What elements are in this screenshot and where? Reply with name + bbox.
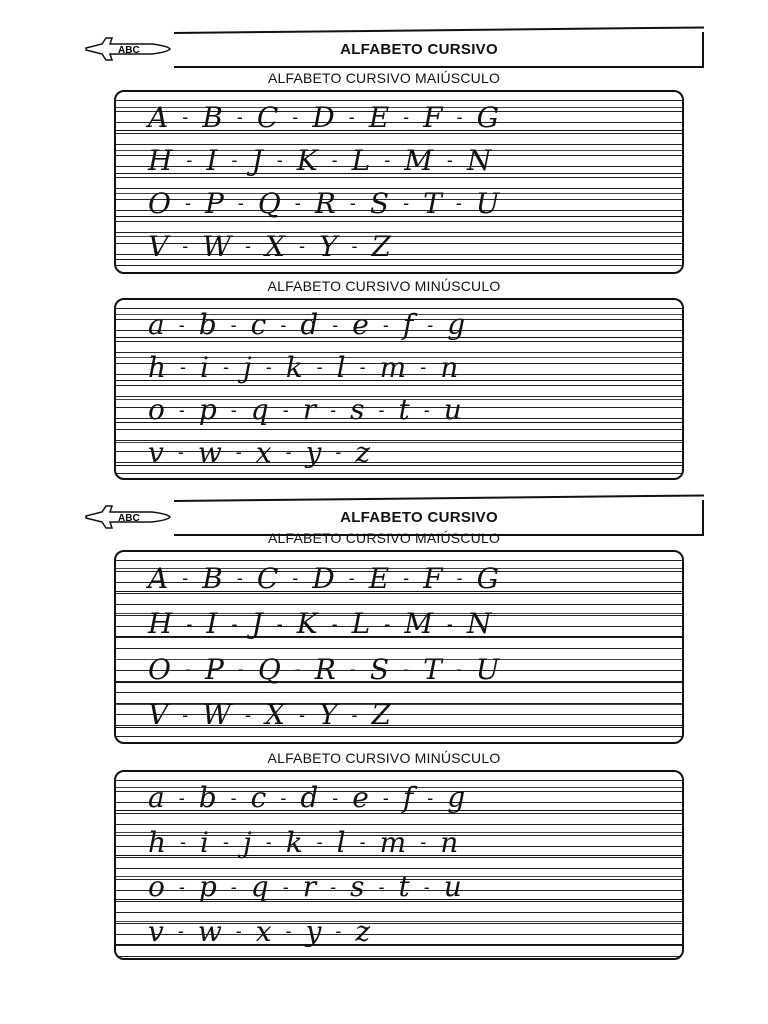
separator-dash: - — [359, 357, 366, 378]
separator-dash: - — [349, 659, 356, 680]
worksheet-1 — [0, 20, 768, 500]
separator-dash: - — [384, 613, 391, 634]
separator-dash: - — [180, 832, 187, 853]
separator-dash: - — [184, 193, 191, 213]
letter-row — [116, 607, 682, 641]
uppercase-rows — [116, 556, 682, 738]
separator-dash: - — [349, 193, 356, 213]
cursive-letter: o — [148, 393, 165, 427]
cursive-letter: h — [148, 350, 167, 384]
separator-dash: - — [236, 107, 243, 127]
cursive-letter: S — [369, 186, 390, 220]
cursive-letter: z — [355, 914, 371, 948]
lowercase-rows — [116, 304, 682, 474]
separator-dash: - — [182, 568, 189, 589]
cursive-letter: d — [300, 781, 319, 815]
separator-dash: - — [180, 357, 187, 378]
separator-dash: - — [403, 107, 410, 127]
cursive-letter: c — [250, 781, 267, 815]
separator-dash: - — [184, 659, 191, 680]
cursive-letter: B — [202, 561, 223, 595]
separator-dash: - — [237, 193, 244, 213]
cursive-letter: Z — [371, 229, 391, 263]
abc-airplane-logo — [82, 34, 174, 64]
cursive-letter: A — [148, 561, 169, 595]
cursive-letter: H — [148, 607, 173, 641]
cursive-letter: V — [148, 229, 169, 263]
cursive-letter: d — [300, 308, 319, 342]
separator-dash: - — [420, 357, 427, 378]
uppercase-letter-box — [114, 90, 684, 274]
cursive-letter: C — [256, 100, 279, 134]
lowercase-section-title: ALFABETO CURSIVO MINÚSCULO — [267, 278, 501, 294]
cursive-letter: a — [148, 781, 165, 815]
cursive-letter: N — [466, 143, 492, 177]
cursive-letter: X — [265, 698, 285, 732]
cursive-letter: T — [423, 186, 442, 220]
cursive-letter: e — [352, 781, 369, 815]
cursive-letter: E — [368, 561, 390, 595]
cursive-letter: e — [352, 308, 369, 342]
lowercase-section-title: ALFABETO CURSIVO MINÚSCULO — [267, 750, 501, 766]
cursive-letter: k — [285, 350, 303, 384]
separator-dash: - — [280, 314, 287, 335]
lowercase-rows — [116, 776, 682, 954]
cursive-letter: H — [148, 143, 173, 177]
separator-dash: - — [231, 150, 238, 170]
cursive-letter: p — [198, 393, 217, 427]
letter-row — [116, 436, 682, 470]
separator-dash: - — [455, 659, 462, 680]
separator-dash: - — [330, 399, 337, 420]
separator-dash: - — [403, 568, 410, 589]
separator-dash: - — [182, 236, 189, 256]
cursive-letter: r — [302, 393, 317, 427]
separator-dash: - — [331, 613, 338, 634]
cursive-letter: g — [447, 308, 466, 342]
separator-dash: - — [285, 442, 292, 463]
letter-row — [116, 101, 682, 135]
separator-dash: - — [230, 876, 237, 897]
cursive-letter: U — [475, 186, 500, 220]
cursive-letter: K — [296, 143, 318, 177]
cursive-letter: I — [206, 143, 218, 177]
letter-row — [116, 351, 682, 385]
title-banner — [82, 30, 712, 70]
separator-dash: - — [331, 150, 338, 170]
cursive-letter: g — [447, 781, 466, 815]
cursive-letter: v — [148, 435, 164, 469]
worksheet-2 — [0, 488, 768, 968]
cursive-letter: Y — [318, 698, 338, 732]
letter-row — [116, 393, 682, 427]
page-title: ALFABETO CURSIVO — [340, 509, 498, 526]
cursive-letter: M — [404, 143, 433, 177]
logo-text: ABC — [118, 45, 140, 56]
cursive-letter: S — [369, 652, 390, 686]
cursive-letter: h — [148, 825, 167, 859]
cursive-letter: o — [148, 870, 165, 904]
cursive-letter: C — [256, 561, 279, 595]
cursive-letter: R — [314, 186, 336, 220]
letter-row — [116, 562, 682, 596]
separator-dash: - — [455, 193, 462, 213]
cursive-letter: k — [285, 825, 303, 859]
letter-row — [116, 915, 682, 949]
cursive-letter: D — [312, 100, 335, 134]
separator-dash: - — [351, 704, 358, 725]
lowercase-letter-box — [114, 770, 684, 960]
cursive-letter: F — [423, 561, 443, 595]
separator-dash: - — [298, 704, 305, 725]
cursive-letter: O — [148, 186, 171, 220]
separator-dash: - — [237, 659, 244, 680]
separator-dash: - — [276, 150, 283, 170]
cursive-letter: R — [314, 652, 336, 686]
uppercase-letter-box — [114, 550, 684, 744]
cursive-letter: s — [350, 393, 365, 427]
cursive-letter: O — [148, 652, 171, 686]
cursive-letter: q — [250, 870, 269, 904]
separator-dash: - — [359, 832, 366, 853]
separator-dash: - — [186, 613, 193, 634]
cursive-letter: j — [243, 825, 252, 859]
cursive-letter: q — [250, 393, 269, 427]
cursive-letter: J — [251, 607, 263, 641]
cursive-letter: G — [476, 561, 499, 595]
separator-dash: - — [282, 399, 289, 420]
separator-dash: - — [403, 193, 410, 213]
separator-dash: - — [316, 357, 323, 378]
cursive-letter: w — [197, 435, 222, 469]
logo-text: ABC — [118, 513, 140, 524]
separator-dash: - — [420, 832, 427, 853]
separator-dash: - — [378, 876, 385, 897]
cursive-letter: m — [379, 825, 407, 859]
cursive-letter: s — [350, 870, 365, 904]
page-title: ALFABETO CURSIVO — [340, 41, 498, 58]
cursive-letter: U — [475, 652, 500, 686]
separator-dash: - — [265, 832, 272, 853]
cursive-letter: Q — [257, 652, 281, 686]
separator-dash: - — [378, 399, 385, 420]
cursive-letter: f — [402, 781, 414, 815]
separator-dash: - — [384, 150, 391, 170]
separator-dash: - — [316, 832, 323, 853]
cursive-letter: u — [443, 393, 462, 427]
cursive-letter: I — [206, 607, 218, 641]
separator-dash: - — [294, 193, 301, 213]
separator-dash: - — [348, 568, 355, 589]
cursive-letter: A — [148, 100, 169, 134]
separator-dash: - — [348, 107, 355, 127]
cursive-letter: p — [198, 870, 217, 904]
letter-row — [116, 826, 682, 860]
letter-row — [116, 698, 682, 732]
separator-dash: - — [382, 787, 389, 808]
uppercase-section-title: ALFABETO CURSIVO MAIÚSCULO — [267, 70, 501, 86]
separator-dash: - — [332, 314, 339, 335]
separator-dash: - — [178, 787, 185, 808]
separator-dash: - — [282, 876, 289, 897]
separator-dash: - — [292, 568, 299, 589]
cursive-letter: T — [423, 652, 442, 686]
separator-dash: - — [427, 314, 434, 335]
cursive-letter: b — [198, 308, 217, 342]
separator-dash: - — [285, 921, 292, 942]
letter-row — [116, 187, 682, 221]
separator-dash: - — [294, 659, 301, 680]
cursive-letter: Q — [257, 186, 281, 220]
separator-dash: - — [276, 613, 283, 634]
abc-airplane-logo — [82, 502, 174, 532]
letter-row — [116, 870, 682, 904]
separator-dash: - — [177, 442, 184, 463]
separator-dash: - — [178, 399, 185, 420]
cursive-letter: v — [148, 914, 164, 948]
cursive-letter: x — [255, 914, 272, 948]
cursive-letter: x — [255, 435, 272, 469]
separator-dash: - — [335, 442, 342, 463]
uppercase-rows — [116, 96, 682, 268]
cursive-letter: l — [336, 825, 346, 859]
cursive-letter: G — [476, 100, 499, 134]
separator-dash: - — [182, 107, 189, 127]
separator-dash: - — [177, 921, 184, 942]
cursive-letter: N — [466, 607, 492, 641]
cursive-letter: r — [302, 870, 317, 904]
separator-dash: - — [456, 568, 463, 589]
separator-dash: - — [265, 357, 272, 378]
separator-dash: - — [223, 832, 230, 853]
separator-dash: - — [236, 568, 243, 589]
cursive-letter: m — [379, 350, 407, 384]
separator-dash: - — [280, 787, 287, 808]
separator-dash: - — [332, 787, 339, 808]
cursive-letter: t — [398, 870, 410, 904]
cursive-letter: E — [368, 100, 390, 134]
cursive-letter: V — [148, 698, 169, 732]
separator-dash: - — [245, 704, 252, 725]
cursive-letter: z — [355, 435, 371, 469]
lowercase-letter-box — [114, 298, 684, 480]
separator-dash: - — [230, 314, 237, 335]
separator-dash: - — [231, 613, 238, 634]
separator-dash: - — [245, 236, 252, 256]
letter-row — [116, 308, 682, 342]
separator-dash: - — [335, 921, 342, 942]
separator-dash: - — [230, 787, 237, 808]
separator-dash: - — [292, 107, 299, 127]
separator-dash: - — [186, 150, 193, 170]
separator-dash: - — [298, 236, 305, 256]
separator-dash: - — [178, 314, 185, 335]
letter-row — [116, 144, 682, 178]
separator-dash: - — [178, 876, 185, 897]
cursive-letter: W — [202, 698, 232, 732]
cursive-letter: F — [423, 100, 443, 134]
separator-dash: - — [403, 659, 410, 680]
separator-dash: - — [423, 399, 430, 420]
cursive-letter: J — [251, 143, 263, 177]
cursive-letter: i — [200, 350, 210, 384]
separator-dash: - — [446, 150, 453, 170]
cursive-letter: L — [351, 143, 371, 177]
cursive-letter: n — [440, 350, 459, 384]
cursive-letter: a — [148, 308, 165, 342]
cursive-letter: L — [351, 607, 371, 641]
cursive-letter: D — [312, 561, 335, 595]
cursive-letter: Y — [318, 229, 338, 263]
separator-dash: - — [423, 876, 430, 897]
letter-row — [116, 230, 682, 264]
cursive-letter: y — [305, 435, 322, 469]
separator-dash: - — [182, 704, 189, 725]
cursive-letter: P — [204, 186, 224, 220]
cursive-letter: y — [305, 914, 322, 948]
cursive-letter: t — [398, 393, 410, 427]
separator-dash: - — [351, 236, 358, 256]
separator-dash: - — [235, 442, 242, 463]
letter-row — [116, 653, 682, 687]
cursive-letter: W — [202, 229, 232, 263]
separator-dash: - — [330, 876, 337, 897]
separator-dash: - — [446, 613, 453, 634]
separator-dash: - — [382, 314, 389, 335]
cursive-letter: u — [443, 870, 462, 904]
cursive-letter: i — [200, 825, 210, 859]
banner-strip — [174, 32, 704, 68]
cursive-letter: c — [250, 308, 267, 342]
uppercase-section-title: ALFABETO CURSIVO MAIÚSCULO — [267, 530, 501, 546]
letter-row — [116, 781, 682, 815]
separator-dash: - — [456, 107, 463, 127]
cursive-letter: f — [402, 308, 414, 342]
cursive-letter: j — [243, 350, 252, 384]
cursive-letter: B — [202, 100, 223, 134]
cursive-letter: K — [296, 607, 318, 641]
cursive-letter: P — [204, 652, 224, 686]
cursive-letter: l — [336, 350, 346, 384]
separator-dash: - — [223, 357, 230, 378]
cursive-letter: n — [440, 825, 459, 859]
cursive-letter: Z — [371, 698, 391, 732]
separator-dash: - — [235, 921, 242, 942]
separator-dash: - — [427, 787, 434, 808]
separator-dash: - — [230, 399, 237, 420]
cursive-letter: w — [197, 914, 222, 948]
cursive-letter: M — [404, 607, 433, 641]
cursive-letter: b — [198, 781, 217, 815]
cursive-letter: X — [265, 229, 285, 263]
